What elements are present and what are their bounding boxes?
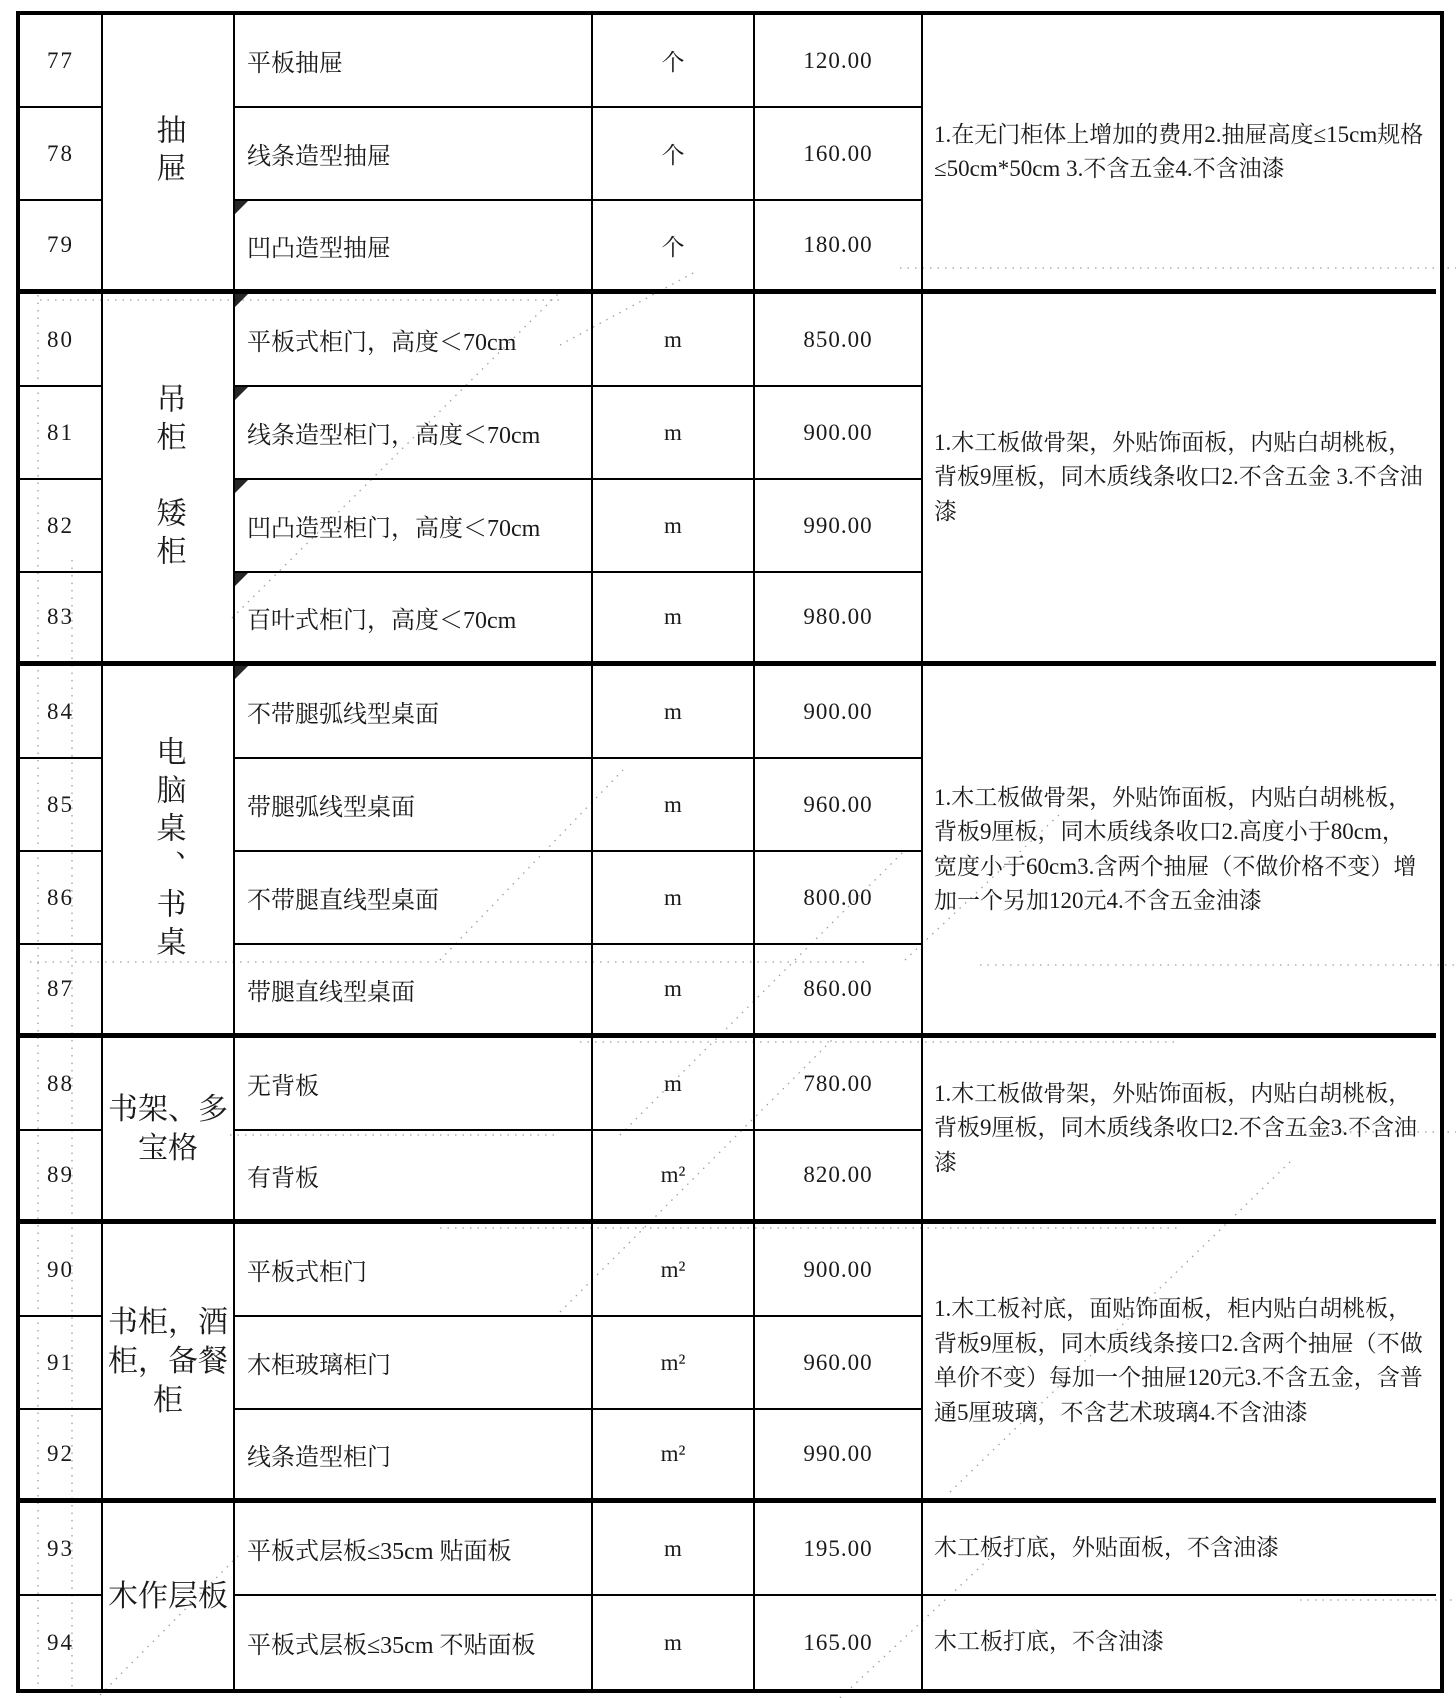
category-cell-hanging-low-cabinet: 吊柜 矮柜 — [103, 294, 235, 666]
unit-cell: m² — [593, 1410, 755, 1503]
unit-cell: m — [593, 759, 755, 852]
row-number: 94 — [20, 1596, 103, 1689]
item-cell: 平板式柜门，高度＜70cm — [235, 294, 593, 387]
row-number: 89 — [20, 1131, 103, 1224]
unit-cell: m² — [593, 1224, 755, 1317]
unit-cell: m² — [593, 1131, 755, 1224]
row-number: 80 — [20, 294, 103, 387]
row-number: 79 — [20, 201, 103, 294]
category-cell-drawer: 抽屉 — [103, 15, 235, 294]
unit-cell: m — [593, 666, 755, 759]
notes-cell-hanging-low-cabinet: 1.木工板做骨架，外贴饰面板，内贴白胡桃板，背板9厘板，同木质线条收口2.不含五金 3.不含油漆 — [923, 294, 1436, 666]
price-cell: 960.00 — [755, 759, 923, 852]
item-cell: 平板抽屉 — [235, 15, 593, 108]
row-number: 93 — [20, 1503, 103, 1596]
category-cell-bookcase-wine-cabinet: 书柜，酒柜，备餐柜 — [103, 1224, 235, 1503]
category-cell-computer-desk: 电脑桌、书桌 — [103, 666, 235, 1038]
category-cell-wood-shelving: 木作层板 — [103, 1503, 235, 1689]
price-cell: 900.00 — [755, 1224, 923, 1317]
unit-cell: m — [593, 1596, 755, 1689]
row-number: 86 — [20, 852, 103, 945]
row-number: 90 — [20, 1224, 103, 1317]
row-number: 81 — [20, 387, 103, 480]
item-cell: 凹凸造型抽屉 — [235, 201, 593, 294]
item-cell: 平板式层板≤35cm 贴面板 — [235, 1503, 593, 1596]
unit-cell: m — [593, 945, 755, 1038]
item-cell: 平板式层板≤35cm 不贴面板 — [235, 1596, 593, 1689]
price-cell: 180.00 — [755, 201, 923, 294]
item-cell: 有背板 — [235, 1131, 593, 1224]
row-number: 77 — [20, 15, 103, 108]
price-cell: 820.00 — [755, 1131, 923, 1224]
row-number: 87 — [20, 945, 103, 1038]
unit-cell: m — [593, 1038, 755, 1131]
unit-cell: m — [593, 480, 755, 573]
row-number: 91 — [20, 1317, 103, 1410]
item-cell: 线条造型柜门 — [235, 1410, 593, 1503]
notes-cell-shelf-faced: 木工板打底，外贴面板，不含油漆 — [923, 1503, 1436, 1596]
row-number: 92 — [20, 1410, 103, 1503]
price-cell: 160.00 — [755, 108, 923, 201]
row-number: 88 — [20, 1038, 103, 1131]
row-number: 78 — [20, 108, 103, 201]
notes-cell-drawer: 1.在无门柜体上增加的费用2.抽屉高度≤15cm规格≤50cm*50cm 3.不含五金4.不含油漆 — [923, 15, 1436, 294]
notes-cell-bookshelf: 1.木工板做骨架，外贴饰面板，内贴白胡桃板，背板9厘板，同木质线条收口2.不含五金3.不含油漆 — [923, 1038, 1436, 1224]
item-cell: 百叶式柜门，高度＜70cm — [235, 573, 593, 666]
unit-cell: m — [593, 294, 755, 387]
price-cell: 900.00 — [755, 666, 923, 759]
category-cell-bookshelf: 书架、多宝格 — [103, 1038, 235, 1224]
unit-cell: 个 — [593, 15, 755, 108]
unit-cell: m² — [593, 1317, 755, 1410]
row-number: 85 — [20, 759, 103, 852]
price-cell: 800.00 — [755, 852, 923, 945]
notes-cell-computer-desk: 1.木工板做骨架，外贴饰面板，内贴白胡桃板，背板9厘板，同木质线条收口2.高度小于80cm，宽度小于60cm3.含两个抽屉（不做价格不变）增加一个另加120元4.不含五金油漆 — [923, 666, 1436, 1038]
price-cell: 850.00 — [755, 294, 923, 387]
item-cell: 线条造型抽屉 — [235, 108, 593, 201]
item-cell: 线条造型柜门，高度＜70cm — [235, 387, 593, 480]
unit-cell: m — [593, 852, 755, 945]
unit-cell: m — [593, 387, 755, 480]
price-cell: 780.00 — [755, 1038, 923, 1131]
price-cell: 195.00 — [755, 1503, 923, 1596]
price-cell: 860.00 — [755, 945, 923, 1038]
price-cell: 990.00 — [755, 1410, 923, 1503]
price-table — [16, 11, 1444, 1693]
item-cell: 凹凸造型柜门，高度＜70cm — [235, 480, 593, 573]
notes-cell-bookcase-wine-cabinet: 1.木工板衬底，面贴饰面板，柜内贴白胡桃板，背板9厘板，同木质线条接口2.含两个抽屉（不做单价不变）每加一个抽屉120元3.不含五金，含普通5厘玻璃，不含艺术玻璃4.不含油漆 — [923, 1224, 1436, 1503]
notes-cell-shelf-unfaced: 木工板打底，不含油漆 — [934, 1629, 1164, 1655]
row-number: 83 — [20, 573, 103, 666]
price-cell: 165.00 — [755, 1596, 923, 1689]
item-cell: 木柜玻璃柜门 — [235, 1317, 593, 1410]
row-number: 84 — [20, 666, 103, 759]
item-cell: 平板式柜门 — [235, 1224, 593, 1317]
unit-cell: 个 — [593, 108, 755, 201]
item-cell: 不带腿弧线型桌面 — [235, 666, 593, 759]
item-cell: 带腿直线型桌面 — [235, 945, 593, 1038]
price-cell: 980.00 — [755, 573, 923, 666]
unit-cell: m — [593, 1503, 755, 1596]
row-number: 82 — [20, 480, 103, 573]
price-cell: 990.00 — [755, 480, 923, 573]
price-cell: 900.00 — [755, 387, 923, 480]
price-cell: 120.00 — [755, 15, 923, 108]
item-cell: 无背板 — [235, 1038, 593, 1131]
unit-cell: m — [593, 573, 755, 666]
item-cell: 带腿弧线型桌面 — [235, 759, 593, 852]
unit-cell: 个 — [593, 201, 755, 294]
price-cell: 960.00 — [755, 1317, 923, 1410]
item-cell: 不带腿直线型桌面 — [235, 852, 593, 945]
